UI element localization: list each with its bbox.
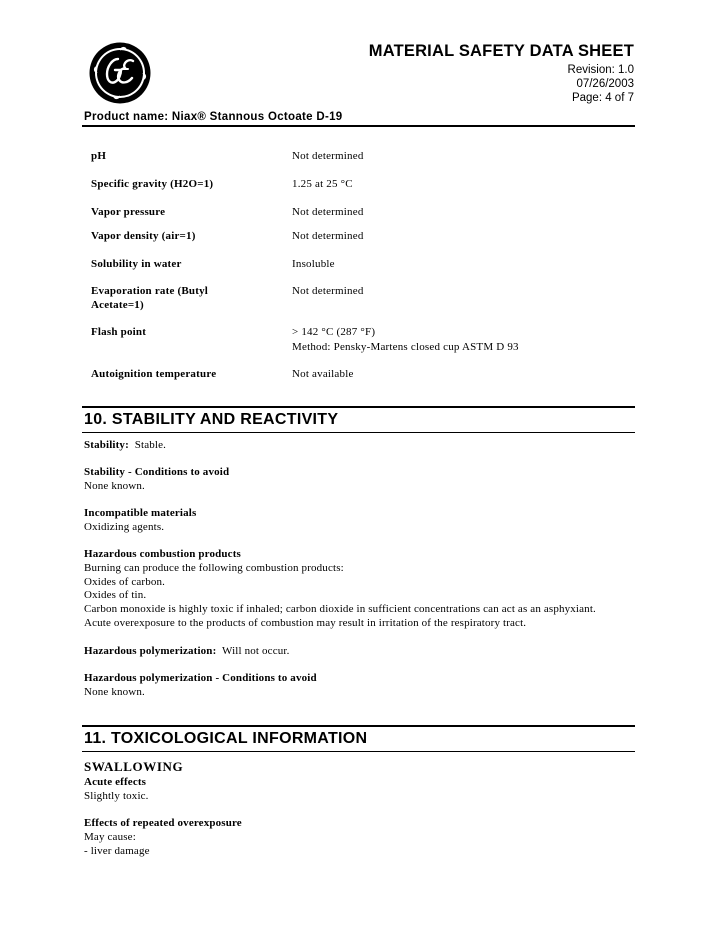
section-10-top-rule — [82, 406, 635, 408]
property-label-evaporation-rate-line2: Acetate=1) — [91, 299, 144, 311]
property-label-vapor-density: Vapor density (air=1) — [91, 230, 196, 242]
property-label-solubility: Solubility in water — [91, 258, 182, 270]
property-value-specific-gravity: 1.25 at 25 °C — [292, 178, 353, 190]
property-label-specific-gravity: Specific gravity (H2O=1) — [91, 178, 214, 190]
section-10-bottom-rule — [82, 432, 635, 433]
conditions-value: None known. — [84, 480, 145, 492]
stability-value: Stable. — [134, 439, 167, 451]
property-label-flash-point: Flash point — [91, 326, 147, 338]
property-value-flash-point-method: Method: Pensky-Martens closed cup ASTM D 93 — [292, 341, 519, 353]
conditions-heading: Stability - Conditions to avoid — [84, 466, 230, 478]
document-title: MATERIAL SAFETY DATA SHEET — [368, 42, 634, 60]
property-value-vapor-density: Not determined — [292, 230, 364, 242]
property-value-ph: Not determined — [292, 150, 364, 162]
property-value-evaporation-rate: Not determined — [292, 285, 364, 297]
poly-conditions-heading: Hazardous polymerization - Conditions to avoid — [84, 672, 317, 684]
stability-label: Stability: — [84, 439, 129, 451]
section-11-bottom-rule — [82, 751, 635, 752]
section-11-title: 11. TOXICOLOGICAL INFORMATION — [84, 730, 368, 747]
revision-number: Revision: 1.0 — [567, 64, 634, 76]
combustion-line: Acute overexposure to the products of combustion may result in irritation of the respiratory tract. — [84, 617, 527, 629]
combustion-line: Oxides of tin. — [84, 589, 147, 601]
property-label-evaporation-rate: Evaporation rate (Butyl — [91, 285, 209, 297]
incompatible-value: Oxidizing agents. — [84, 521, 165, 533]
section-11-top-rule — [82, 725, 635, 727]
property-value-solubility: Insoluble — [292, 258, 335, 270]
polymerization-label: Hazardous polymerization: — [84, 645, 217, 657]
polymerization-line — [84, 645, 290, 659]
acute-effects-value: Slightly toxic. — [84, 790, 149, 802]
revision-date: 07/26/2003 — [576, 78, 634, 90]
header-divider — [82, 125, 635, 127]
repeated-exposure-heading: Effects of repeated overexposure — [84, 817, 242, 829]
repeated-exposure-line: - liver damage — [84, 845, 150, 857]
property-label-vapor-pressure: Vapor pressure — [91, 206, 166, 218]
poly-conditions-value: None known. — [84, 686, 145, 698]
product-name: Product name: Niax® Stannous Octoate D-19 — [84, 111, 343, 123]
page-number: Page: 4 of 7 — [571, 92, 634, 104]
combustion-line: Carbon monoxide is highly toxic if inhaled; carbon dioxide in sufficient concentrations can act as an asphyxiant. — [84, 603, 596, 615]
combustion-line: Oxides of carbon. — [84, 576, 166, 588]
combustion-heading: Hazardous combustion products — [84, 548, 241, 560]
combustion-line: Burning can produce the following combustion products: — [84, 562, 344, 574]
property-label-ph: pH — [91, 150, 107, 162]
repeated-exposure-line: May cause: — [84, 831, 136, 843]
swallowing-heading: SWALLOWING — [84, 759, 184, 774]
incompatible-heading: Incompatible materials — [84, 507, 197, 519]
property-label-autoignition: Autoignition temperature — [91, 368, 217, 380]
property-value-autoignition: Not available — [292, 368, 354, 380]
acute-effects-heading: Acute effects — [84, 776, 147, 788]
property-value-flash-point: > 142 °C (287 °F) — [292, 326, 376, 338]
section-10-title: 10. STABILITY AND REACTIVITY — [84, 411, 339, 428]
polymerization-value: Will not occur. — [222, 645, 290, 657]
stability-line — [84, 439, 166, 453]
property-value-vapor-pressure: Not determined — [292, 206, 364, 218]
